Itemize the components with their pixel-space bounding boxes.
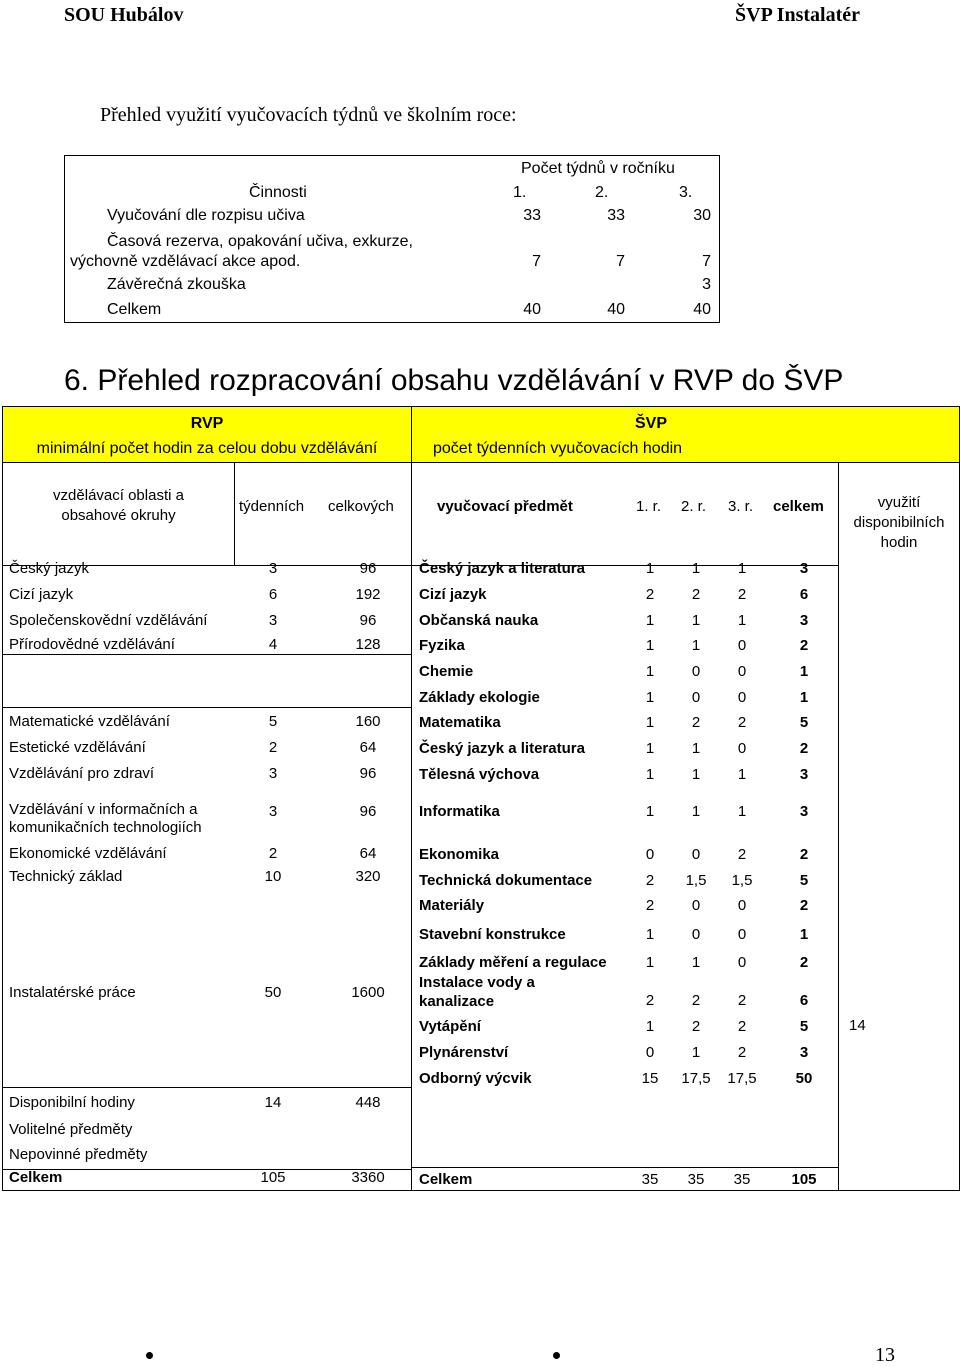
rvp-header: RVP	[190, 415, 224, 432]
year1-hours: 1	[645, 766, 655, 783]
weeks-table	[64, 155, 720, 323]
year1-hours: 1	[645, 803, 655, 820]
col-year2: 2. r.	[681, 498, 707, 515]
year3-hours: 1	[737, 803, 747, 820]
year2-hours: 1	[691, 560, 701, 577]
bullet-icon	[146, 1352, 153, 1359]
weeks-value: 7	[702, 253, 711, 270]
year3-hours: 17,5	[727, 1070, 757, 1087]
col-subject: vyučovací předmět	[437, 498, 573, 515]
subject-label: Plynárenství	[419, 1044, 509, 1061]
sum-hours: 2	[799, 637, 809, 654]
year1-hours: 1	[645, 560, 655, 577]
year1-hours: 15	[641, 1070, 659, 1087]
subject-label: Materiály	[419, 897, 485, 914]
sum-hours: 2	[799, 897, 809, 914]
sum-hours: 5	[799, 714, 809, 731]
col-use: hodin	[880, 534, 918, 551]
weeks-value: 33	[523, 207, 541, 224]
weeks-row-label: výchovně vzdělávací akce apod.	[70, 253, 301, 270]
subject-label: kanalizace	[419, 993, 495, 1010]
year2-hours: 2	[691, 1018, 701, 1035]
year2-hours: 1	[691, 637, 701, 654]
sum-hours: 2	[799, 740, 809, 757]
page-number: 13	[875, 1344, 895, 1366]
area-label: Volitelné předměty	[9, 1121, 133, 1138]
weeks-value: 33	[607, 207, 625, 224]
svp-header: ŠVP	[634, 415, 667, 432]
weeks-row-label: Celkem	[107, 301, 162, 318]
year3-hours: 1	[737, 766, 747, 783]
weekly-hours: 2	[268, 845, 278, 862]
rvp-svp-table	[2, 406, 960, 1191]
year-label: 1.	[513, 184, 527, 201]
divider	[411, 1167, 839, 1168]
sum-hours: 6	[799, 992, 809, 1009]
year3-hours: 2	[737, 714, 747, 731]
total-hours: 192	[355, 586, 381, 603]
sum-hours: 5	[799, 1018, 809, 1035]
year2-hours: 0	[691, 846, 701, 863]
year3-hours: 1	[737, 560, 747, 577]
year2-hours: 0	[691, 897, 701, 914]
subject-label: Občanská nauka	[419, 612, 539, 629]
sum-hours: 5	[799, 872, 809, 889]
year1-hours: 1	[645, 926, 655, 943]
col-area: obsahové okruhy	[61, 507, 176, 524]
area-label: Nepovinné předměty	[9, 1146, 148, 1163]
total-hours: 96	[359, 803, 377, 820]
total-hours: 96	[359, 765, 377, 782]
year2-hours: 1	[691, 740, 701, 757]
subject-label: Základy ekologie	[419, 689, 540, 706]
year2-hours: 2	[691, 586, 701, 603]
weekly-hours: 14	[264, 1094, 282, 1111]
intro-text: Přehled využití vyučovacích týdnů ve školním roce:	[100, 104, 517, 126]
year1-hours: 2	[645, 872, 655, 889]
divider	[838, 462, 839, 1190]
col-year3: 3. r.	[728, 498, 754, 515]
year2-hours: 35	[687, 1171, 705, 1188]
total-hours: 3360	[351, 1169, 385, 1186]
year3-hours: 2	[737, 1044, 747, 1061]
year1-hours: 1	[645, 612, 655, 629]
year1-hours: 2	[645, 897, 655, 914]
year3-hours: 2	[737, 846, 747, 863]
year3-hours: 0	[737, 954, 747, 971]
subject-label: Cizí jazyk	[419, 586, 487, 603]
subject-label: Fyzika	[419, 637, 465, 654]
year1-hours: 2	[645, 586, 655, 603]
year2-hours: 1	[691, 803, 701, 820]
sum-hours: 2	[799, 954, 809, 971]
rvp-subheader: minimální počet hodin za celou dobu vzdělávání	[36, 440, 378, 457]
sum-hours: 105	[791, 1171, 817, 1188]
sum-hours: 50	[795, 1070, 813, 1087]
year3-hours: 0	[737, 663, 747, 680]
sum-hours: 1	[799, 926, 809, 943]
year1-hours: 0	[645, 846, 655, 863]
total-hours: 96	[359, 612, 377, 629]
sum-hours: 3	[799, 766, 809, 783]
subject-label: Stavební konstrukce	[419, 926, 566, 943]
weeks-value: 40	[523, 301, 541, 318]
divider	[411, 462, 412, 1190]
sum-hours: 3	[799, 803, 809, 820]
area-label: Společenskovědní vzdělávání	[9, 612, 208, 629]
divider	[234, 462, 235, 566]
weeks-row-label: Vyučování dle rozpisu učiva	[107, 207, 305, 224]
weekly-hours: 3	[268, 803, 278, 820]
divider	[3, 707, 411, 708]
year2-hours: 17,5	[681, 1070, 711, 1087]
total-hours: 128	[355, 636, 381, 653]
year1-hours: 1	[645, 1018, 655, 1035]
area-label: Instalatérské práce	[9, 984, 136, 1001]
year1-hours: 1	[645, 663, 655, 680]
total-hours: 448	[355, 1094, 381, 1111]
year3-hours: 1,5	[731, 872, 753, 889]
area-label: Cizí jazyk	[9, 586, 74, 603]
subject-label: Tělesná výchova	[419, 766, 540, 783]
weekly-hours: 3	[268, 560, 278, 577]
weekly-hours: 5	[268, 713, 278, 730]
year2-hours: 2	[691, 992, 701, 1009]
year3-hours: 2	[737, 1018, 747, 1035]
area-label: Vzdělávání v informačních a	[9, 801, 198, 818]
area-label: Technický základ	[9, 868, 123, 885]
year3-hours: 0	[737, 689, 747, 706]
year2-hours: 1	[691, 612, 701, 629]
weekly-hours: 4	[268, 636, 278, 653]
year2-hours: 1	[691, 954, 701, 971]
weeks-group-header: Počet týdnů v ročníku	[521, 160, 675, 177]
year2-hours: 1,5	[685, 872, 707, 889]
year2-hours: 0	[691, 689, 701, 706]
weekly-hours: 105	[260, 1169, 286, 1186]
weeks-value: 7	[532, 253, 541, 270]
subject-label: Chemie	[419, 663, 474, 680]
year2-hours: 2	[691, 714, 701, 731]
weeks-value: 30	[693, 207, 711, 224]
year2-hours: 0	[691, 663, 701, 680]
total-hours: 64	[359, 845, 377, 862]
year3-hours: 2	[737, 992, 747, 1009]
year1-hours: 1	[645, 689, 655, 706]
sum-hours: 3	[799, 560, 809, 577]
weeks-row-label: Závěrečná zkouška	[107, 276, 246, 293]
subject-label: Český jazyk a literatura	[419, 560, 585, 577]
weekly-hours: 10	[264, 868, 282, 885]
subject-label: Vytápění	[419, 1018, 481, 1035]
col-use: disponibilních	[853, 514, 945, 531]
sum-hours: 1	[799, 689, 809, 706]
year1-hours: 1	[645, 637, 655, 654]
divider	[3, 1087, 411, 1088]
weeks-col-label: Činnosti	[249, 184, 307, 201]
year2-hours: 1	[691, 766, 701, 783]
weekly-hours: 3	[268, 765, 278, 782]
subject-label: Celkem	[419, 1171, 473, 1188]
bullet-icon	[553, 1352, 560, 1359]
weekly-hours: 6	[268, 586, 278, 603]
area-label: Matematické vzdělávání	[9, 713, 170, 730]
divider	[3, 654, 411, 655]
sum-hours: 2	[799, 846, 809, 863]
col-total: celkových	[328, 498, 394, 515]
divider	[3, 462, 959, 463]
weekly-hours: 3	[268, 612, 278, 629]
area-label: Vzdělávání pro zdraví	[9, 765, 155, 782]
total-hours: 320	[355, 868, 381, 885]
total-hours: 64	[359, 739, 377, 756]
weeks-value: 40	[607, 301, 625, 318]
total-hours: 1600	[351, 984, 385, 1001]
weeks-value: 3	[702, 276, 711, 293]
year1-hours: 35	[641, 1171, 659, 1188]
col-use: využití	[877, 494, 921, 511]
area-label: Celkem	[9, 1169, 63, 1186]
weeks-value: 40	[693, 301, 711, 318]
year1-hours: 2	[645, 992, 655, 1009]
subject-label: Informatika	[419, 803, 500, 820]
col-sum: celkem	[773, 498, 824, 515]
svp-subheader: počet týdenních vyučovacích hodin	[433, 440, 683, 457]
year1-hours: 1	[645, 714, 655, 731]
header-school: SOU Hubálov	[64, 4, 184, 26]
year3-hours: 35	[733, 1171, 751, 1188]
year3-hours: 0	[737, 637, 747, 654]
col-weekly: týdenních	[239, 498, 305, 515]
area-label: komunikačních technologiích	[9, 819, 202, 836]
weeks-row-label: Časová rezerva, opakování učiva, exkurze,	[107, 233, 413, 250]
year1-hours: 1	[645, 954, 655, 971]
year1-hours: 0	[645, 1044, 655, 1061]
subject-label: Odborný výcvik	[419, 1070, 532, 1087]
total-hours: 96	[359, 560, 377, 577]
weekly-hours: 2	[268, 739, 278, 756]
area-label: Přírodovědné vzdělávání	[9, 636, 175, 653]
year-label: 3.	[679, 184, 693, 201]
year1-hours: 1	[645, 740, 655, 757]
sum-hours: 6	[799, 586, 809, 603]
year3-hours: 0	[737, 926, 747, 943]
area-label: Disponibilní hodiny	[9, 1094, 135, 1111]
subject-label: Základy měření a regulace	[419, 954, 607, 971]
col-area: vzdělávací oblasti a	[53, 487, 184, 504]
year3-hours: 0	[737, 740, 747, 757]
year3-hours: 1	[737, 612, 747, 629]
area-label: Estetické vzdělávání	[9, 739, 146, 756]
year2-hours: 0	[691, 926, 701, 943]
area-label: Český jazyk	[9, 560, 90, 577]
total-hours: 160	[355, 713, 381, 730]
col-year1: 1. r.	[636, 498, 662, 515]
subject-label: Technická dokumentace	[419, 872, 593, 889]
section-title: 6. Přehled rozpracování obsahu vzdělávání v RVP do ŠVP	[64, 364, 844, 397]
subject-label: Instalace vody a	[419, 974, 535, 991]
sum-hours: 3	[799, 1044, 809, 1061]
year3-hours: 2	[737, 586, 747, 603]
weekly-hours: 50	[264, 984, 282, 1001]
area-label: Ekonomické vzdělávání	[9, 845, 167, 862]
subject-label: Matematika	[419, 714, 501, 731]
year3-hours: 0	[737, 897, 747, 914]
disposable-used: 14	[849, 1017, 866, 1034]
year-label: 2.	[595, 184, 609, 201]
sum-hours: 1	[799, 663, 809, 680]
year2-hours: 1	[691, 1044, 701, 1061]
weeks-value: 7	[616, 253, 625, 270]
header-program: ŠVP Instalatér	[735, 4, 860, 26]
subject-label: Český jazyk a literatura	[419, 740, 585, 757]
subject-label: Ekonomika	[419, 846, 500, 863]
sum-hours: 3	[799, 612, 809, 629]
